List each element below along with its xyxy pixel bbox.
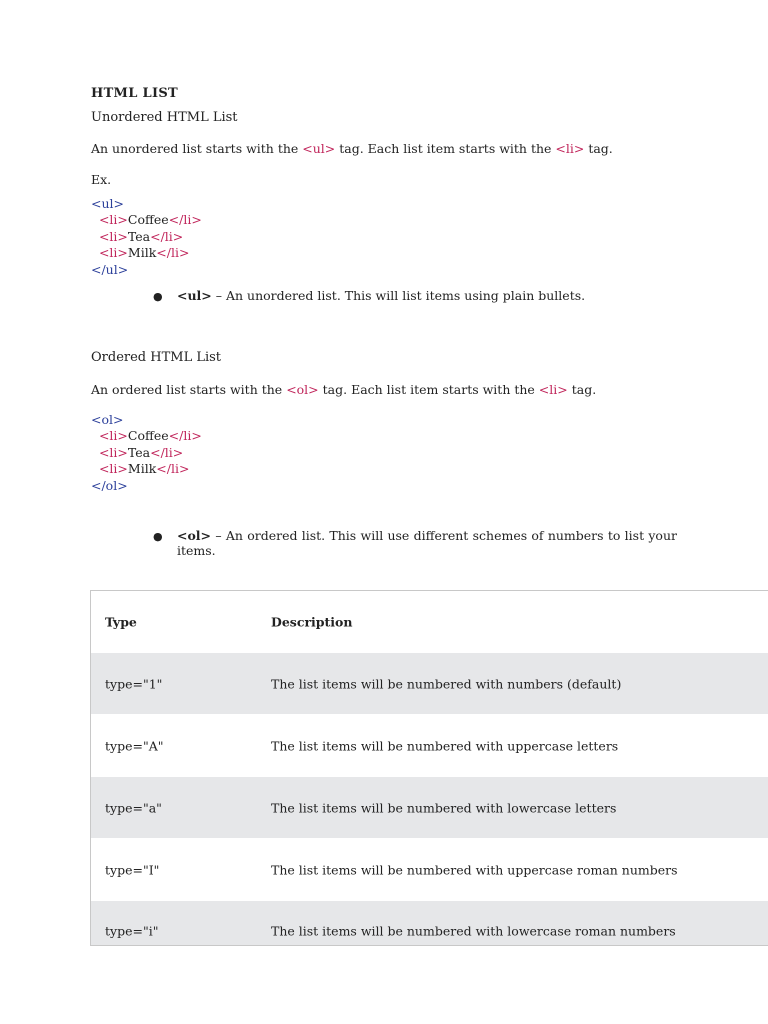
unordered-bullet-item xyxy=(177,288,585,303)
table-cell-description: The list items will be numbered with lowercase roman numbers xyxy=(271,923,676,939)
code-close-tag: </ul> xyxy=(91,261,129,277)
intro-text: tag. xyxy=(567,382,597,397)
code-line: <li>Milk</li> xyxy=(98,245,190,261)
ordered-bullet-item xyxy=(177,528,677,558)
code-line: <li>Milk</li> xyxy=(98,461,190,477)
table-header-description: Description xyxy=(271,614,353,629)
unordered-intro xyxy=(91,141,613,156)
ol-tag-inline: <ol> xyxy=(286,382,319,397)
unordered-subheading: Unordered HTML List xyxy=(91,110,238,125)
bullet-tag: <ul> xyxy=(177,288,212,303)
intro-text: tag. Each list item starts with the xyxy=(318,382,539,397)
code-close-tag: </ol> xyxy=(91,477,128,493)
intro-text: An ordered list starts with the xyxy=(91,382,287,397)
code-open-tag: <ul> xyxy=(91,196,124,211)
table-row xyxy=(91,838,768,900)
bullet-dot-icon: ● xyxy=(153,530,163,543)
ul-tag-inline: <ul> xyxy=(302,141,336,156)
ordered-subheading: Ordered HTML List xyxy=(91,350,222,365)
code-line: <li>Coffee</li> xyxy=(98,212,202,228)
table-cell-description: The list items will be numbered with lowercase letters xyxy=(271,800,617,815)
bullet-text: – An ordered list. This will use different schemes of numbers to list your items. xyxy=(177,528,677,558)
intro-text: tag. Each list item starts with the xyxy=(335,141,556,156)
example-label: Ex. xyxy=(91,172,112,187)
ordered-code-example xyxy=(91,412,202,494)
code-line: <li>Tea</li> xyxy=(98,228,184,244)
code-open-tag: <ol> xyxy=(91,412,124,427)
bullet-text: – An unordered list. This will list items using plain bullets. xyxy=(211,288,586,303)
bullet-tag: <ol> xyxy=(177,528,212,543)
list-type-table xyxy=(90,590,768,946)
code-line: <li>Tea</li> xyxy=(98,444,184,460)
page-title: HTML LIST xyxy=(91,86,178,101)
table-row xyxy=(91,714,768,776)
table-row xyxy=(91,776,768,838)
intro-text: tag. xyxy=(584,141,613,156)
ordered-intro xyxy=(91,382,596,397)
table-cell-type: type="I" xyxy=(105,862,160,877)
code-line: <li>Coffee</li> xyxy=(98,428,202,444)
table-cell-description: The list items will be numbered with uppercase letters xyxy=(271,738,619,753)
table-cell-type: type="1" xyxy=(105,676,163,691)
table-row xyxy=(91,652,768,714)
table-row xyxy=(91,900,768,945)
unordered-code-example xyxy=(91,196,202,278)
table-cell-type: type="a" xyxy=(105,800,162,815)
bullet-dot-icon: ● xyxy=(153,290,163,303)
table-cell-type: type="A" xyxy=(105,738,164,753)
intro-text: An unordered list starts with the xyxy=(91,141,303,156)
table-cell-type: type="i" xyxy=(105,923,159,939)
table-cell-description: The list items will be numbered with uppercase roman numbers xyxy=(271,862,678,877)
table-header-type: Type xyxy=(105,614,137,629)
li-tag-inline: <li> xyxy=(538,382,568,397)
table-cell-description: The list items will be numbered with numbers (default) xyxy=(271,676,622,691)
table-header-row xyxy=(91,591,768,652)
li-tag-inline: <li> xyxy=(555,141,585,156)
